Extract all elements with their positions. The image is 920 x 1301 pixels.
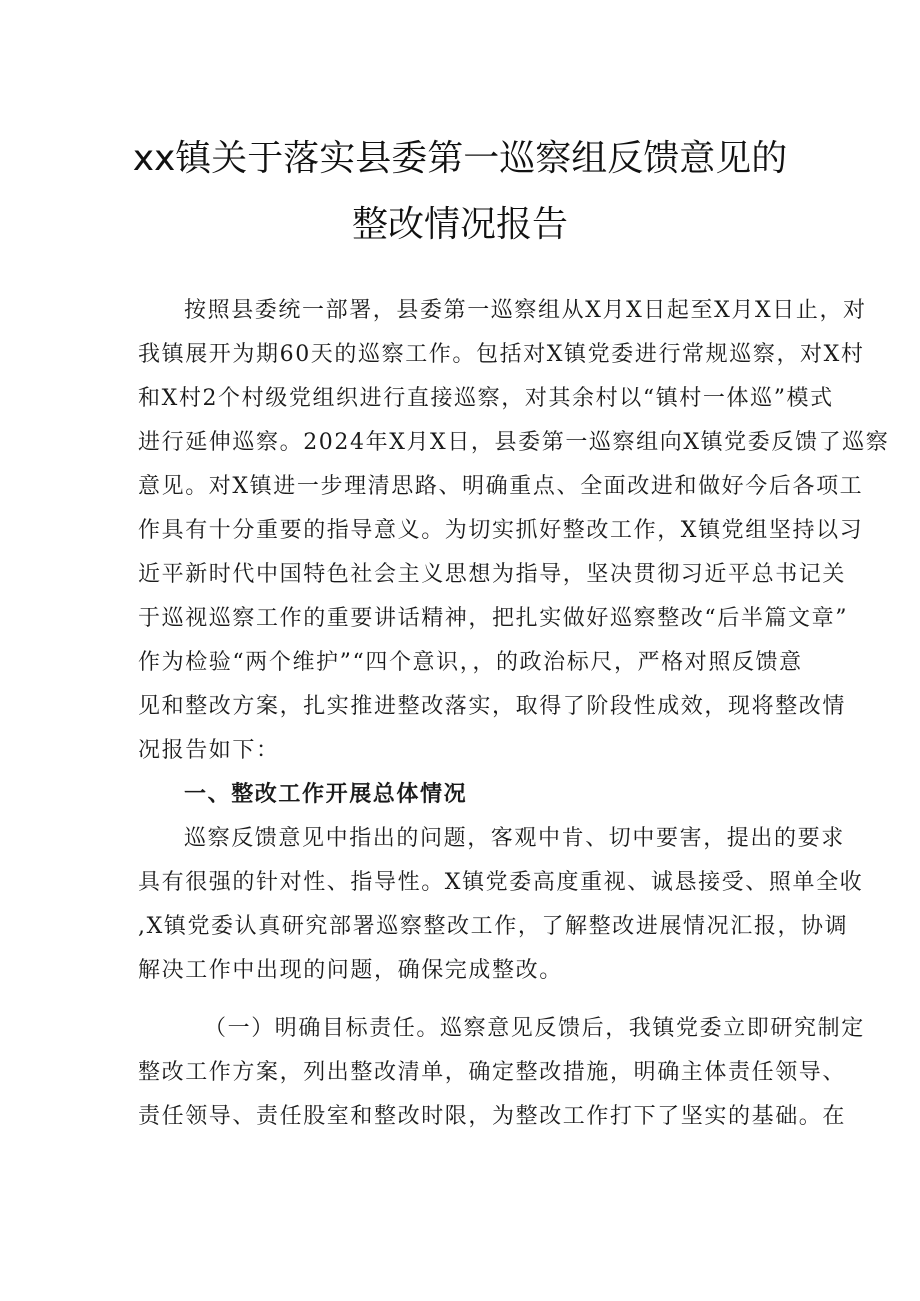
paragraph-line: 整改工作方案，列出整改清单，确定整改措施，明确主体责任领导、 (138, 1060, 847, 1085)
paragraph-line: 于巡视巡察工作的重要讲话精神，把扎实做好巡察整改“后半篇文章” (138, 606, 849, 631)
paragraph-line: （一）明确目标责任。巡察意见反馈后，我镇党委立即研究制定 (204, 1016, 865, 1041)
section-heading: 一、整改工作开展总体情况 (184, 782, 468, 807)
paragraph-line: 意见。对X镇进一步理清思路、明确重点、全面改进和做好今后各项工 (138, 474, 864, 499)
paragraph-line: 按照县委统一部署，县委第一巡察组从X月X日起至X月X日止，对 (184, 298, 867, 323)
paragraph-line: 巡察反馈意见中指出的问题，客观中肯、切中要害，提出的要求 (184, 826, 845, 851)
paragraph-line: 作为检验“两个维护”“四个意识，，的政治标尺，严格对照反馈意 (138, 650, 803, 675)
paragraph-line: 具有很强的针对性、指导性。X镇党委高度重视、诚恳接受、照单全收 (138, 870, 864, 895)
paragraph-line: ,X镇党委认真研究部署巡察整改工作，了解整改进展情况汇报，协调 (138, 914, 849, 939)
paragraph-line: 作具有十分重要的指导意义。为切实抓好整改工作，X镇党组坚持以习 (138, 518, 864, 543)
paragraph-line: 近平新时代中国特色社会主义思想为指导，坚决贯彻习近平总书记关 (138, 562, 847, 587)
paragraph-line: 见和整改方案，扎实推进整改落实，取得了阶段性成效，现将整改情 (138, 694, 847, 719)
document-title-line-1: xx镇关于落实县委第一巡察组反馈意见的 (132, 138, 788, 179)
paragraph-line: 解决工作中出现的问题，确保完成整改。 (138, 958, 563, 983)
paragraph-line: 况报告如下： (138, 738, 280, 763)
paragraph-line: 我镇展开为期60天的巡察工作。包括对X镇党委进行常规巡察，对X村 (138, 342, 865, 367)
paragraph-line: 进行延伸巡察。2024年X月X日，县委第一巡察组向X镇党委反馈了巡察 (138, 430, 890, 455)
paragraph-line: 和X村2个村级党组织进行直接巡察，对其余村以“镇村一体巡”模式 (138, 386, 834, 411)
paragraph-line: 责任领导、责任股室和整改时限，为整改工作打下了坚实的基础。在 (138, 1104, 847, 1129)
document-title-line-2: 整改情况报告 (351, 204, 568, 245)
